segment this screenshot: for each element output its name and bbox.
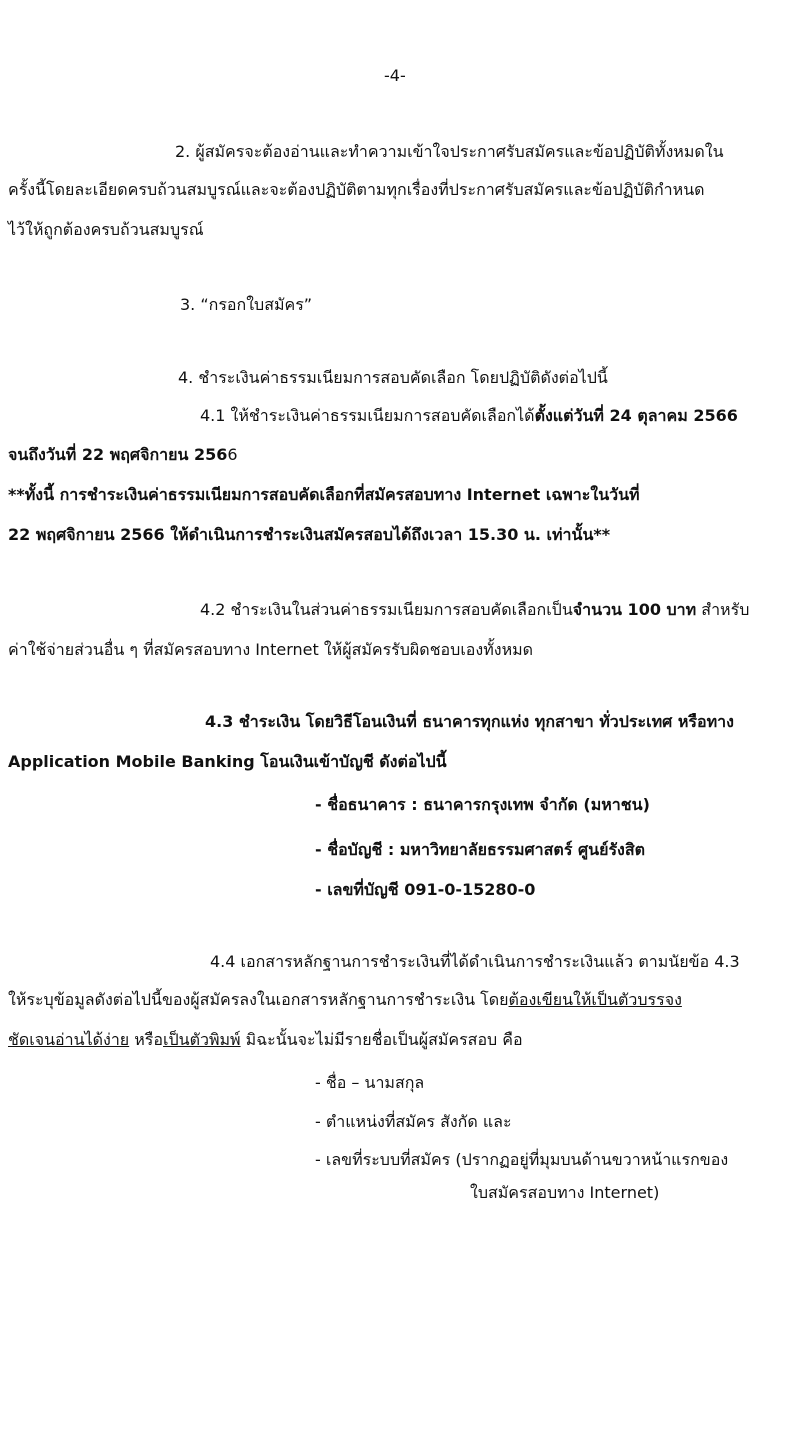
text: 4.2 ชำระเงินในส่วนค่าธรรมเนียมการสอบคัดเลือกเป็น bbox=[200, 600, 573, 619]
item-4-3-line-2: Application Mobile Banking โอนเงินเข้าบัญชี ดังต่อไปนี้ bbox=[8, 752, 447, 771]
required-field-name: - ชื่อ – นามสกุล bbox=[315, 1073, 425, 1092]
fee-amount: จำนวน 100 บาท bbox=[572, 600, 697, 619]
date-end: จนถึงวันที่ 22 พฤศจิกายน 256 bbox=[8, 445, 228, 464]
date-start: ตั้งแต่วันที่ 24 ตุลาคม 2566 bbox=[534, 406, 738, 425]
item-2-line-2: ครั้งนี้โดยละเอียดครบถ้วนสมบูรณ์และจะต้องปฏิบัติตามทุกเรื่องที่ประกาศรับสมัครและข้อปฏิบัติกำหนด bbox=[8, 180, 705, 199]
item-4-1-line-1 bbox=[200, 404, 738, 428]
text: 4.1 ให้ชำระเงินค่าธรรมเนียมการสอบคัดเลือกได้ bbox=[200, 406, 535, 425]
required-field-system-number: - เลขที่ระบบที่สมัคร (ปรากฏอยู่ที่มุมบนด้านขวาหน้าแรกของ bbox=[315, 1150, 729, 1169]
required-field-position: - ตำแหน่งที่สมัคร สังกัด และ bbox=[315, 1112, 512, 1131]
item-4-2-line-1 bbox=[200, 598, 749, 622]
text: สำหรับ bbox=[696, 600, 750, 619]
text: ให้ระบุข้อมูลดังต่อไปนี้ของผู้สมัครลงในเอกสารหลักฐานการชำระเงิน โดย bbox=[8, 990, 509, 1009]
text: หรือ bbox=[129, 1030, 164, 1049]
item-4-4-line-1: 4.4 เอกสารหลักฐานการชำระเงินที่ได้ดำเนินการชำระเงินแล้ว ตามนัยข้อ 4.3 bbox=[210, 952, 740, 971]
item-2-line-1: 2. ผู้สมัครจะต้องอ่านและทำความเข้าใจประกาศรับสมัครและข้อปฏิบัติทั้งหมดใน bbox=[175, 142, 724, 161]
item-4-1-note-2: 22 พฤศจิกายน 2566 ให้ดำเนินการชำระเงินสมัครสอบได้ถึงเวลา 15.30 น. เท่านั้น** bbox=[8, 525, 611, 544]
item-3: 3. “กรอกใบสมัคร” bbox=[180, 295, 313, 314]
bank-name: - ชื่อธนาคาร : ธนาคารกรุงเทพ จำกัด (มหาชน) bbox=[315, 795, 650, 814]
text: 6 bbox=[227, 445, 238, 464]
item-2-line-3: ไว้ให้ถูกต้องครบถ้วนสมบูรณ์ bbox=[8, 220, 204, 239]
underlined-text: ต้องเขียนให้เป็นตัวบรรจง bbox=[508, 990, 682, 1009]
text: มิฉะนั้นจะไม่มีรายชื่อเป็นผู้สมัครสอบ คือ bbox=[240, 1030, 523, 1049]
underlined-text: ชัดเจนอ่านได้ง่าย bbox=[8, 1030, 130, 1049]
item-4-1-line-2 bbox=[8, 443, 238, 467]
item-4-4-line-2 bbox=[8, 988, 682, 1012]
item-4: 4. ชำระเงินค่าธรรมเนียมการสอบคัดเลือก โดยปฏิบัติดังต่อไปนี้ bbox=[178, 368, 608, 387]
page-number: -4- bbox=[384, 66, 406, 85]
item-4-4-line-3 bbox=[8, 1028, 523, 1052]
item-4-2-line-2: ค่าใช้จ่ายส่วนอื่น ๆ ที่สมัครสอบทาง Internet ให้ผู้สมัครรับผิดชอบเองทั้งหมด bbox=[8, 640, 534, 659]
account-name: - ชื่อบัญชี : มหาวิทยาลัยธรรมศาสตร์ ศูนย์รังสิต bbox=[315, 840, 646, 859]
account-number: - เลขที่บัญชี 091-0-15280-0 bbox=[315, 880, 536, 899]
underlined-text: เป็นตัวพิมพ์ bbox=[163, 1030, 241, 1049]
item-4-3-line-1: 4.3 ชำระเงิน โดยวิธีโอนเงินที่ ธนาคารทุกแห่ง ทุกสาขา ทั่วประเทศ หรือทาง bbox=[205, 712, 734, 731]
item-4-1-note-1: **ทั้งนี้ การชำระเงินค่าธรรมเนียมการสอบคัดเลือกที่สมัครสอบทาง Internet เฉพาะในวันที่ bbox=[8, 485, 640, 504]
required-field-system-number-cont: ใบสมัครสอบทาง Internet) bbox=[470, 1183, 660, 1202]
